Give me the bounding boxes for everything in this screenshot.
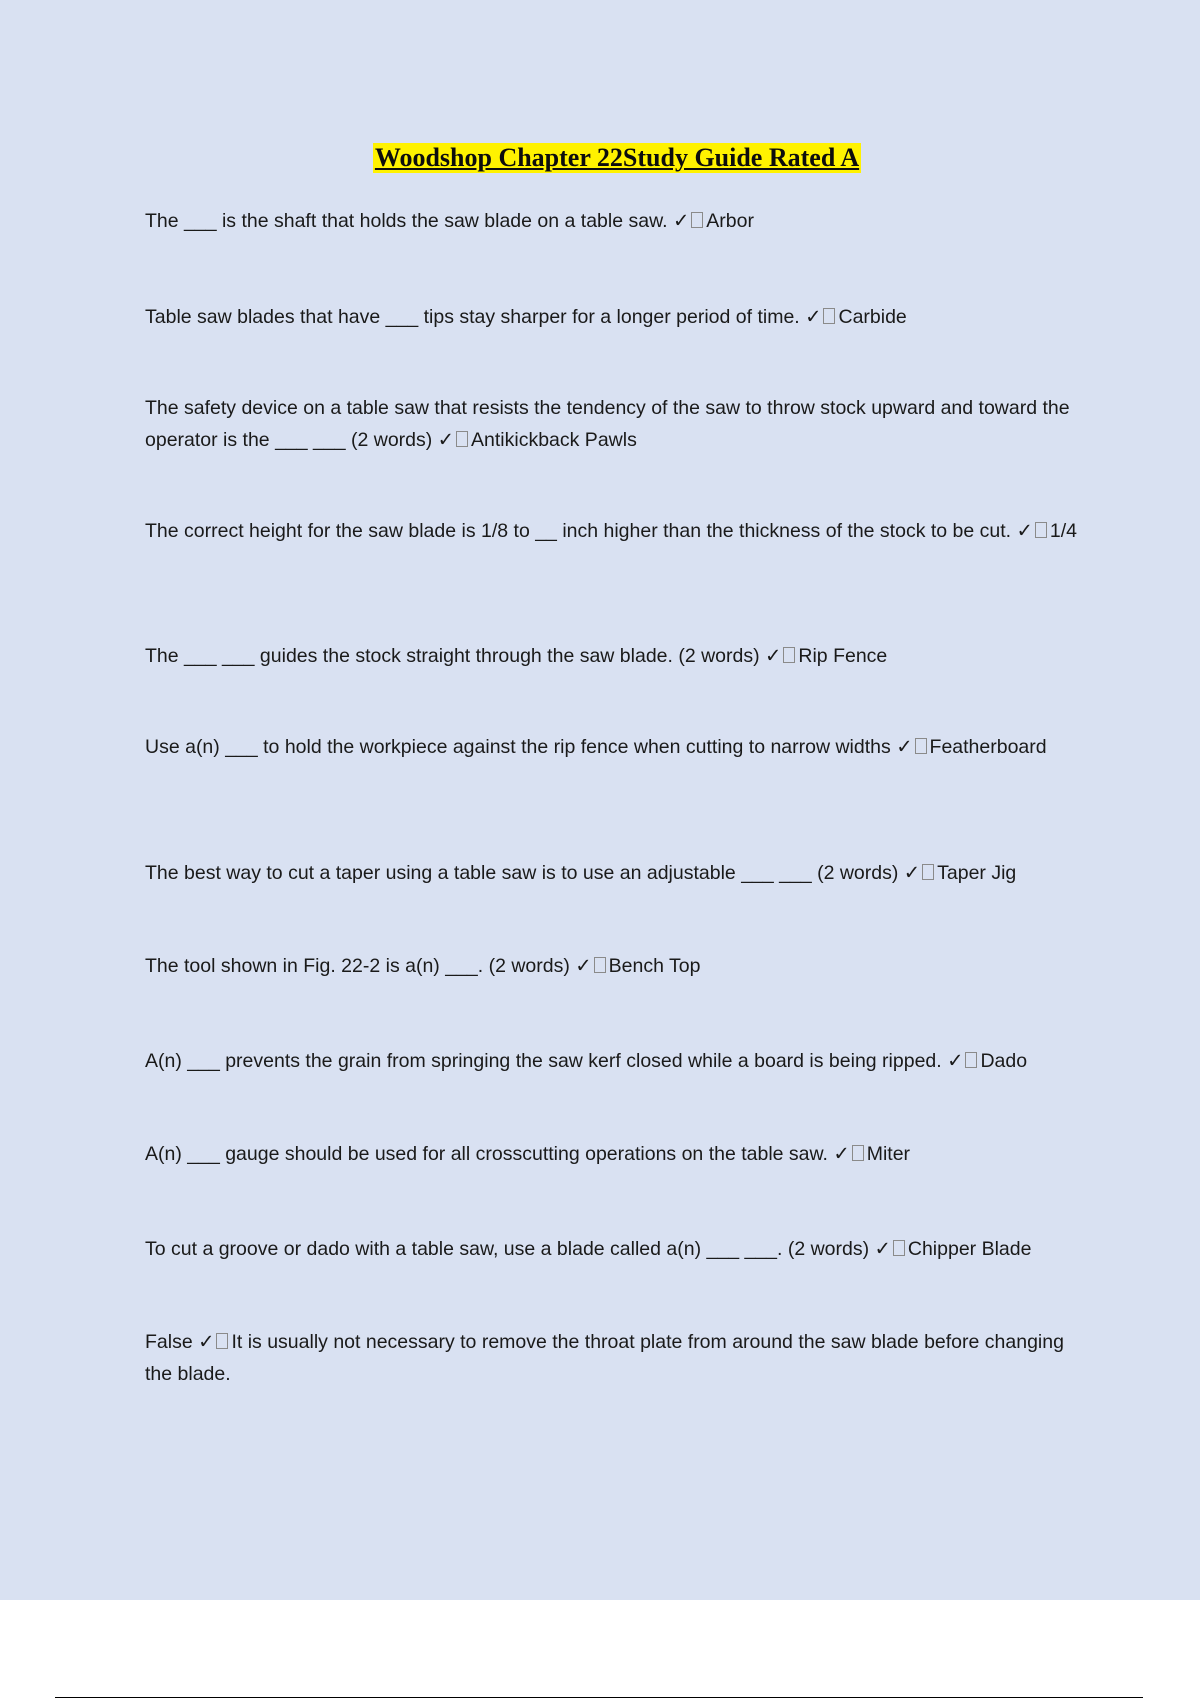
check-icon: ✓ (903, 862, 921, 884)
question-text: A(n) ___ gauge should be used for all crosscutting operations on the table saw. (145, 1143, 828, 1165)
question-text: The tool shown in Fig. 22-2 is a(n) ___. (2 words) (145, 955, 570, 977)
check-icon: ✓ (874, 1238, 891, 1260)
answer-text: Antikickback Pawls (471, 429, 637, 451)
question-text: The ___ is the shaft that holds the saw blade on a table saw. (145, 210, 668, 232)
check-icon: ✓ (575, 955, 592, 977)
answer-text: Featherboard (929, 736, 1047, 758)
check-icon: ✓ (198, 1331, 215, 1353)
qa-item (145, 1233, 1095, 1265)
placeholder-box-icon (691, 212, 703, 228)
qa-item (145, 205, 1095, 237)
qa-item (145, 640, 1095, 672)
check-icon: ✓ (947, 1050, 964, 1072)
check-icon: ✓ (1016, 520, 1033, 542)
answer-text: 1/4 (1049, 520, 1077, 542)
qa-item (145, 392, 1095, 456)
answer-text: It is usually not necessary to remove the throat plate from around the saw blade before changing the blade. (145, 1331, 1064, 1385)
title-container (0, 143, 1200, 173)
placeholder-box-icon (1035, 522, 1047, 538)
placeholder-box-icon (594, 957, 606, 973)
document-title: Woodshop Chapter 22Study Guide Rated A (374, 143, 860, 172)
check-icon: ✓ (672, 210, 690, 232)
question-text: The safety device on a table saw that resists the tendency of the saw to throw stock upward and toward the operator is the ___ ___ (2 words) (145, 397, 1070, 451)
placeholder-box-icon (893, 1240, 905, 1256)
footer-divider (55, 1697, 1143, 1698)
answer-text: Miter (866, 1143, 911, 1165)
answer-text: Carbide (838, 306, 907, 328)
question-text: The ___ ___ guides the stock straight through the saw blade. (2 words) (145, 645, 760, 667)
placeholder-box-icon (823, 308, 835, 324)
placeholder-box-icon (915, 738, 927, 754)
qa-item (145, 1045, 1095, 1077)
placeholder-box-icon (783, 647, 795, 663)
qa-item (145, 857, 1095, 889)
answer-text: Chipper Blade (907, 1238, 1032, 1260)
answer-text: Bench Top (608, 955, 701, 977)
qa-item (145, 950, 1095, 982)
qa-item (145, 731, 1095, 763)
qa-item (145, 515, 1095, 547)
question-text: A(n) ___ prevents the grain from springing the saw kerf closed while a board is being ripped. (145, 1050, 942, 1072)
check-icon: ✓ (805, 306, 822, 328)
placeholder-box-icon (852, 1145, 864, 1161)
check-icon: ✓ (896, 736, 913, 758)
check-icon: ✓ (765, 645, 782, 667)
check-icon: ✓ (437, 429, 455, 451)
question-text: False (145, 1331, 193, 1353)
answer-text: Rip Fence (798, 645, 888, 667)
check-icon: ✓ (833, 1143, 850, 1165)
answer-text: Dado (980, 1050, 1028, 1072)
answer-text: Arbor (706, 210, 754, 232)
placeholder-box-icon (965, 1052, 977, 1068)
question-text: Table saw blades that have ___ tips stay sharper for a longer period of time. (145, 306, 800, 328)
placeholder-box-icon (456, 431, 468, 447)
qa-item (145, 1138, 1095, 1170)
question-text: Use a(n) ___ to hold the workpiece against the rip fence when cutting to narrow widths (145, 736, 891, 758)
placeholder-box-icon (216, 1333, 228, 1349)
question-text: The best way to cut a taper using a table saw is to use an adjustable ___ ___ (2 words) (145, 862, 899, 884)
qa-item (145, 301, 1095, 333)
question-text: To cut a groove or dado with a table saw, use a blade called a(n) ___ ___. (2 words) (145, 1238, 870, 1260)
qa-item (145, 1326, 1095, 1390)
placeholder-box-icon (922, 864, 934, 880)
question-text: The correct height for the saw blade is 1/8 to __ inch higher than the thickness of the stock to be cut. (145, 520, 1012, 542)
answer-text: Taper Jig (937, 862, 1017, 884)
